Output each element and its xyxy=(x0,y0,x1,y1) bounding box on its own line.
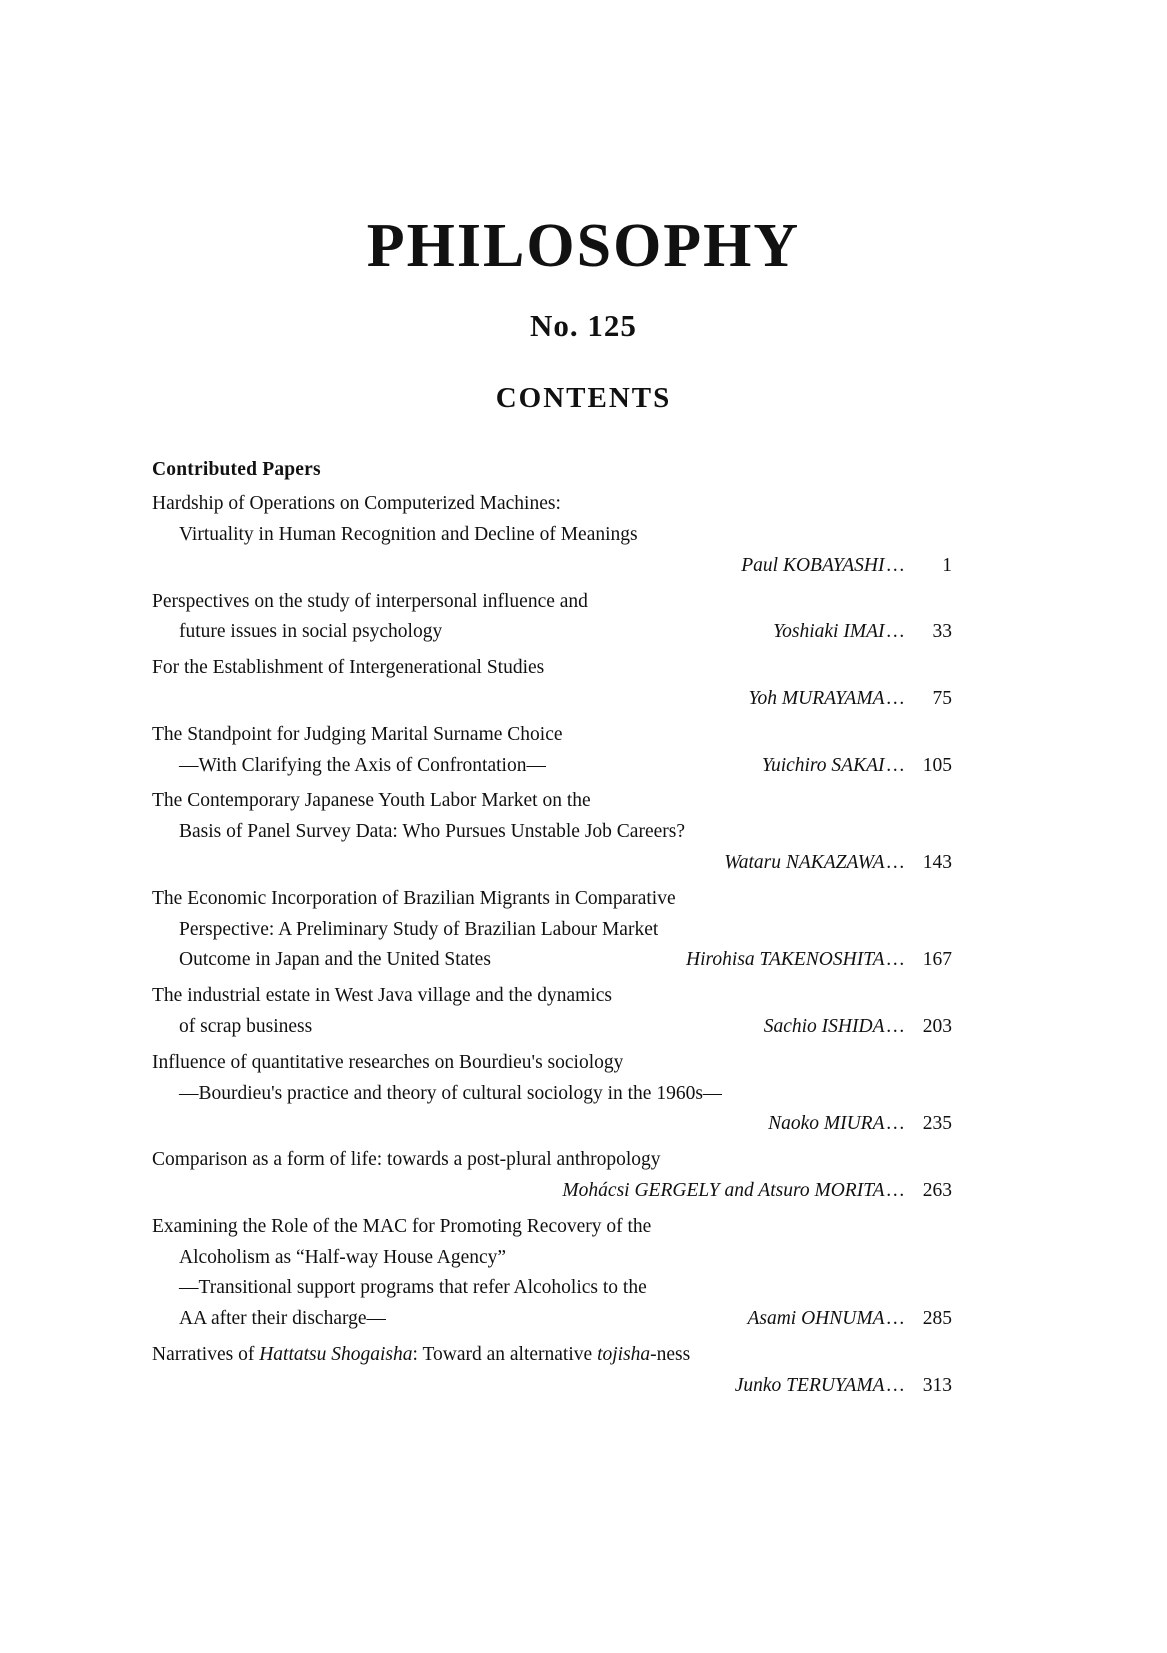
toc-entry-leader: … xyxy=(885,754,906,776)
toc-entry-page-number: 105 xyxy=(922,754,952,776)
toc-entry-title-text: —Transitional support programs that refer Alcoholics to the xyxy=(179,1277,647,1299)
toc-entry-page-number: 285 xyxy=(922,1308,952,1330)
toc-entry-leader: … xyxy=(885,1113,906,1135)
toc-entry-leader: … xyxy=(885,949,906,971)
toc-entry-page-number: 167 xyxy=(922,949,952,971)
toc-entry-title-line xyxy=(152,1304,952,1335)
toc-entry-title-text: Outcome in Japan and the United States xyxy=(179,949,491,971)
toc-entry[interactable] xyxy=(152,489,952,581)
toc-entry-list xyxy=(152,489,952,1401)
toc-entry-page-number: 313 xyxy=(922,1374,952,1396)
toc-entry-title-text: —Bourdieu's practice and theory of cultural sociology in the 1960s— xyxy=(179,1082,723,1104)
toc-entry-author: Yuichiro SAKAI xyxy=(761,754,885,776)
toc-entry[interactable] xyxy=(152,587,952,649)
toc-entry-title-text: Influence of quantitative researches on Bourdieu's sociology xyxy=(152,1051,624,1073)
toc-entry-author-line xyxy=(152,1371,952,1402)
toc-entry-title-text: Hardship of Operations on Computerized Machines: xyxy=(152,493,561,515)
toc-entry[interactable] xyxy=(152,884,952,976)
toc-entry-page-number: 203 xyxy=(922,1015,952,1037)
toc-entry-page-number: 143 xyxy=(922,851,952,873)
toc-entry-title-text: The Contemporary Japanese Youth Labor Market on the xyxy=(152,790,591,812)
table-of-contents xyxy=(152,459,952,1401)
toc-entry-title-line xyxy=(152,617,952,648)
toc-entry-title-text: The Economic Incorporation of Brazilian Migrants in Comparative xyxy=(152,887,676,909)
toc-entry-author-block xyxy=(686,945,952,976)
toc-entry-title-line xyxy=(152,720,952,751)
toc-entry[interactable] xyxy=(152,981,952,1043)
toc-entry-title-text: AA after their discharge— xyxy=(179,1308,387,1330)
issue-number: No. 125 xyxy=(530,308,637,344)
toc-entry[interactable] xyxy=(152,653,952,715)
toc-entry-author: Naoko MIURA xyxy=(768,1113,885,1135)
toc-entry-page-number: 1 xyxy=(942,554,952,576)
toc-entry-title-text: Examining the Role of the MAC for Promoting Recovery of the xyxy=(152,1215,652,1237)
toc-entry-author-block xyxy=(762,751,952,782)
toc-entry-author-line xyxy=(152,848,952,879)
toc-entry-title-text: Virtuality in Human Recognition and Decline of Meanings xyxy=(179,523,638,545)
toc-entry-title-text: The industrial estate in West Java village and the dynamics xyxy=(152,985,612,1007)
toc-entry-title-text: Comparison as a form of life: towards a post-plural anthropology xyxy=(152,1149,661,1171)
toc-entry-title-line xyxy=(152,520,952,551)
toc-entry-author-block xyxy=(773,617,952,648)
toc-entry-title-text: Narratives of Hattatsu Shogaisha: Toward an alternative tojisha-ness xyxy=(152,1343,691,1365)
toc-entry-title-text: For the Establishment of Intergenerational Studies xyxy=(152,657,545,679)
toc-entry[interactable] xyxy=(152,1145,952,1207)
toc-entry-title-line xyxy=(152,915,952,946)
toc-entry-title-text: Perspectives on the study of interpersonal influence and xyxy=(152,590,588,612)
toc-entry-author: Junko TERUYAMA xyxy=(734,1374,885,1396)
toc-entry-author-line xyxy=(152,551,952,582)
toc-entry-leader: … xyxy=(885,851,906,873)
toc-entry-title-line xyxy=(152,1273,952,1304)
toc-entry-author: Paul KOBAYASHI xyxy=(741,554,885,576)
toc-entry-title-text: future issues in social psychology xyxy=(179,621,443,643)
toc-entry[interactable] xyxy=(152,1212,952,1335)
toc-entry-title-line xyxy=(152,751,952,782)
toc-entry-author: Yoshiaki IMAI xyxy=(773,621,885,643)
section-heading: Contributed Papers xyxy=(152,459,321,481)
toc-entry-author: Yoh MURAYAMA xyxy=(748,687,885,709)
toc-entry-title-text: Basis of Panel Survey Data: Who Pursues Unstable Job Careers? xyxy=(179,821,686,843)
toc-entry-title-text: of scrap business xyxy=(179,1015,313,1037)
toc-entry-title-text: Alcoholism as “Half-way House Agency” xyxy=(179,1246,507,1268)
toc-entry-title-text: The Standpoint for Judging Marital Surname Choice xyxy=(152,723,563,745)
toc-entry-leader: … xyxy=(885,1374,906,1396)
toc-entry-author-block xyxy=(747,1304,952,1335)
toc-entry-page-number: 75 xyxy=(932,687,952,709)
toc-entry-author: Asami OHNUMA xyxy=(747,1308,885,1330)
toc-entry-leader: … xyxy=(885,1015,906,1037)
toc-entry[interactable] xyxy=(152,786,952,878)
toc-entry-title-line xyxy=(152,1145,952,1176)
toc-entry-page-number: 33 xyxy=(932,621,952,643)
toc-entry-page-number: 263 xyxy=(922,1179,952,1201)
toc-entry-title-line xyxy=(152,587,952,618)
toc-entry-leader: … xyxy=(885,687,906,709)
toc-entry-author-block xyxy=(764,1012,952,1043)
toc-entry-title-line xyxy=(152,1212,952,1243)
toc-entry-author-line xyxy=(152,1176,952,1207)
toc-entry-author: Hirohisa TAKENOSHITA xyxy=(686,949,885,971)
toc-entry-title-line xyxy=(152,817,952,848)
toc-entry-title-line xyxy=(152,786,952,817)
toc-entry-title-text: —With Clarifying the Axis of Confrontation— xyxy=(179,754,546,776)
toc-entry-page-number: 235 xyxy=(922,1113,952,1135)
journal-title: PHILOSOPHY xyxy=(366,212,801,280)
toc-entry-author: Wataru NAKAZAWA xyxy=(724,851,885,873)
toc-entry-title-line xyxy=(152,1048,952,1079)
toc-entry[interactable] xyxy=(152,1340,952,1402)
toc-entry-title-text: Perspective: A Preliminary Study of Brazilian Labour Market xyxy=(179,918,659,940)
toc-entry-title-line xyxy=(152,1243,952,1274)
toc-entry-leader: … xyxy=(885,621,906,643)
toc-entry-title-line xyxy=(152,653,952,684)
toc-entry-title-line xyxy=(152,1079,952,1110)
toc-entry-title-line xyxy=(152,1340,952,1371)
toc-entry-author: Mohácsi GERGELY and Atsuro MORITA xyxy=(562,1179,885,1201)
toc-entry[interactable] xyxy=(152,1048,952,1140)
toc-entry-leader: … xyxy=(885,1179,906,1201)
toc-entry-title-line xyxy=(152,1012,952,1043)
toc-entry-title-line xyxy=(152,884,952,915)
toc-entry-author-line xyxy=(152,1109,952,1140)
toc-entry-title-line xyxy=(152,981,952,1012)
toc-entry-leader: … xyxy=(885,1308,906,1330)
contents-heading: CONTENTS xyxy=(495,382,672,415)
toc-entry-title-line xyxy=(152,489,952,520)
toc-entry[interactable] xyxy=(152,720,952,782)
toc-entry-leader: … xyxy=(885,554,906,576)
toc-entry-author-line xyxy=(152,684,952,715)
toc-entry-title-line xyxy=(152,945,952,976)
toc-entry-author: Sachio ISHIDA xyxy=(763,1015,885,1037)
